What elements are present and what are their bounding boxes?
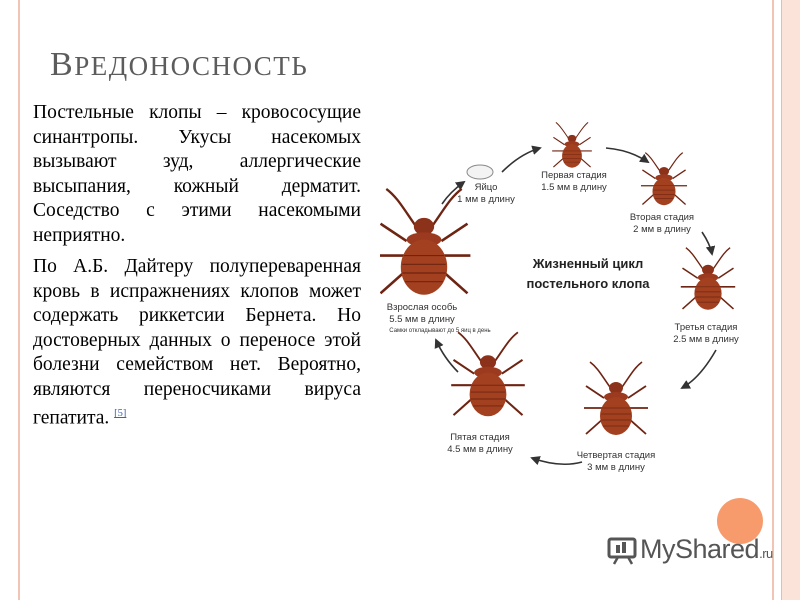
right-border-line	[772, 0, 774, 600]
left-border-line	[18, 0, 20, 600]
footnote-link[interactable]: [5]	[114, 408, 127, 419]
third-stage-size: 2.5 мм в длину	[673, 334, 739, 345]
myshared-logo	[606, 534, 773, 565]
adult-stage	[380, 189, 491, 334]
second-stage	[630, 153, 694, 235]
fifth-stage-size: 4.5 мм в длину	[447, 444, 513, 455]
myshared-logo-text	[640, 534, 773, 565]
first-stage-label: Первая стадия	[541, 170, 607, 181]
second-stage-label: Вторая стадия	[629, 212, 695, 223]
second-stage-bug-icon	[641, 153, 687, 206]
first-stage-bug-icon	[552, 122, 592, 167]
egg-label: Яйцо	[474, 182, 498, 193]
logo-my: My	[640, 534, 675, 564]
diagram-title-line2: постельного клопа	[526, 276, 650, 291]
third-stage-label: Третья стадия	[674, 322, 738, 333]
logo-ru: .ru	[759, 546, 773, 561]
first-stage	[541, 122, 607, 193]
fourth-stage	[577, 362, 656, 473]
slide-title-rest: РЕДОНОСНОСТЬ	[74, 51, 309, 81]
third-stage-bug-icon	[681, 248, 735, 310]
myshared-logo-icon	[606, 535, 640, 565]
fourth-stage-size: 3 мм в длину	[587, 462, 645, 473]
fourth-stage-label: Четвертая стадия	[576, 450, 656, 461]
slide-title	[50, 46, 308, 84]
adult-stage-size: 5.5 мм в длину	[389, 314, 455, 325]
slide-body	[33, 101, 361, 438]
paragraph-1: Постельные клопы – кровососущие синантропы. Укусы насекомых вызывают зуд, аллергические высыпания, кожный дерматит. Соседство с этими насекомыми неприятно.	[33, 102, 361, 246]
logo-shared: Shared	[675, 534, 760, 564]
third-stage	[673, 248, 739, 345]
first-stage-size: 1.5 мм в длину	[541, 182, 607, 193]
paragraph-2	[33, 255, 361, 431]
fifth-stage	[447, 332, 525, 455]
bedbug-lifecycle-diagram	[380, 112, 770, 482]
fifth-stage-label: Пятая стадия	[450, 432, 510, 443]
fourth-stage-bug-icon	[584, 362, 648, 435]
adult-stage-note: Самки откладывают до 5 яиц в день	[389, 328, 491, 334]
egg-stage	[457, 165, 515, 205]
fifth-stage-bug-icon	[451, 332, 525, 416]
egg-size: 1 мм в длину	[457, 194, 515, 205]
paragraph-2-text: По А.Б. Дайтеру полупереваренная кровь в испражнениях клопов может содержать риккетсии Бернета. Но достоверных данных о переносе этой болезни семейством нет. Вероятно, являются переносчиками вируса гепатита.	[33, 256, 361, 429]
right-decor-stripe	[781, 0, 800, 600]
second-stage-size: 2 мм в длину	[633, 224, 691, 235]
slide-title-first-letter: В	[50, 46, 75, 83]
diagram-title-line1: Жизненный цикл	[532, 256, 644, 271]
adult-stage-label: Взрослая особь	[386, 302, 458, 313]
